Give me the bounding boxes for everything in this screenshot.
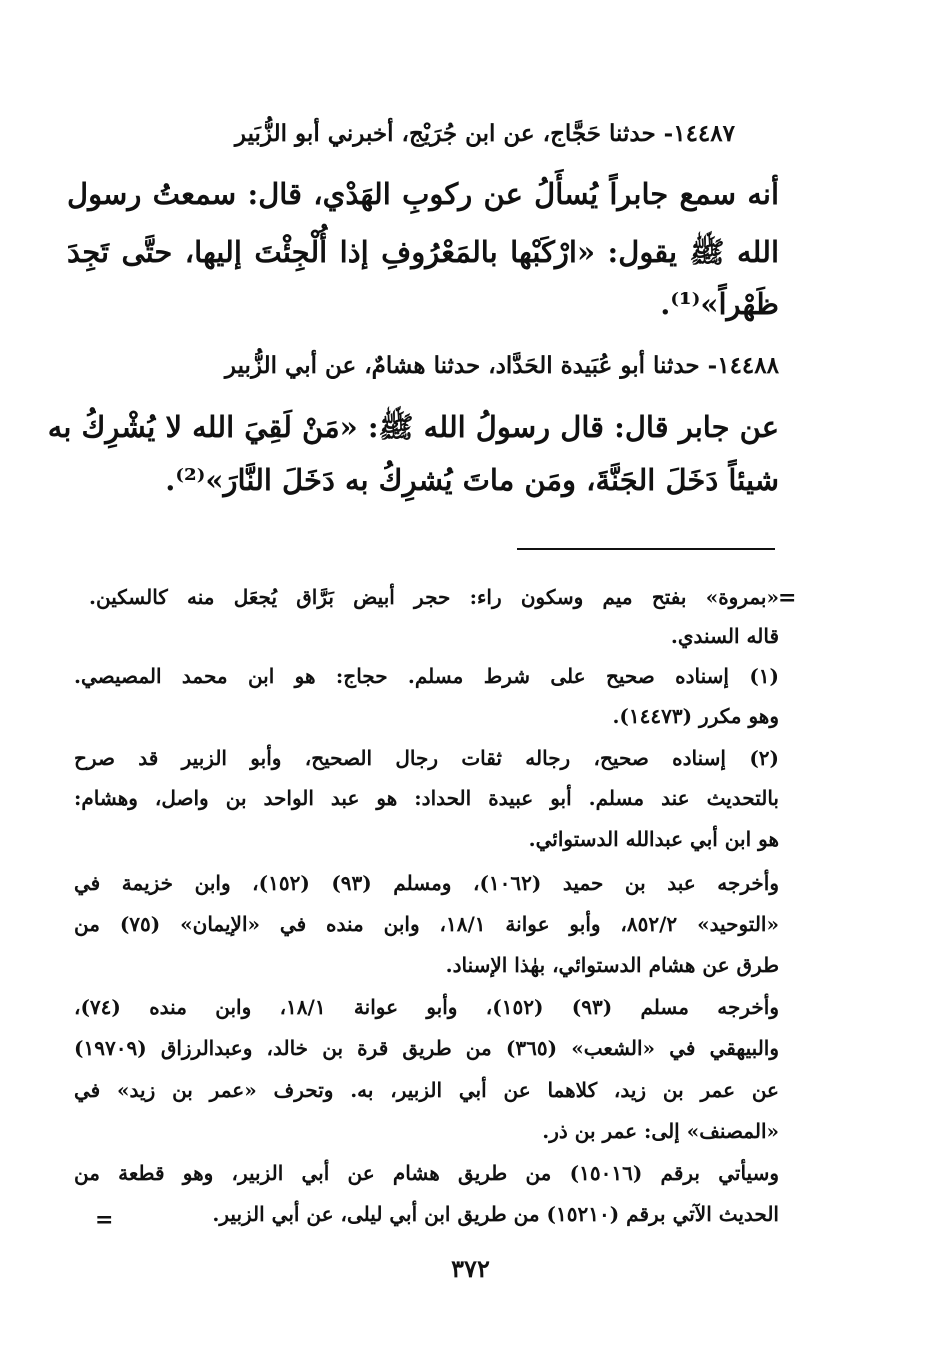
footnote-line: (١) إسناده صحيح على شرط مسلم. حجاج: هو ابن محمد المصيصي. bbox=[74, 664, 779, 688]
footnote-line: (٢) إسناده صحيح، رجاله ثقات رجال الصحيح، وأبو الزبير قد صرح bbox=[74, 746, 779, 770]
footnote-line: قاله السندي. bbox=[670, 624, 779, 648]
footnote-line: بالتحديث عند مسلم. أبو عبيدة الحداد: هو عبد الواحد بن واصل، وهشام: bbox=[74, 786, 779, 810]
footnote-line: وهو مكرر (١٤٤٧٣). bbox=[612, 704, 779, 728]
hadith-text-line: ظَهْراً»⁽¹⁾. bbox=[660, 287, 779, 321]
footnote-line: «التوحيد» ٨٥٢/٢، وأبو عوانة ١٨/١، وابن منده في «الإيمان» (٧٥) من bbox=[74, 912, 779, 936]
footnote-line: «المصنف» إلى: عمر بن ذر. bbox=[542, 1119, 779, 1143]
footnote-line: طرق عن هشام الدستوائي، بهٰذا الإسناد. bbox=[445, 953, 779, 977]
footnote-line: وسيأتي برقم (١٥٠١٦) من طريق هشام عن أبي الزبير، وهو قطعة من bbox=[74, 1161, 779, 1185]
footnote-line: هو ابن أبي عبدالله الدستوائي. bbox=[528, 827, 779, 851]
footnote-divider bbox=[517, 548, 775, 550]
footnote-line: وأخرجه عبد بن حميد (١٠٦٢)، ومسلم (٩٣) (١٥٢)، وابن خزيمة في bbox=[74, 871, 779, 895]
footnote-line: وأخرجه مسلم (٩٣) (١٥٢)، وأبو عوانة ١٨/١، وابن منده (٧٤)، bbox=[74, 995, 780, 1019]
hadith-heading: ١٤٤٨٧- حدثنا حَجَّاج، عن ابن جُرَيْج، أخبرني أبو الزُّبَير bbox=[234, 120, 735, 147]
hadith-text-line: الله ﷺ يقول: «ارْكَبْها بالمَعْرُوفِ إذا أُلْجِئْتَ إليها، حتَّى تَجِدَ bbox=[67, 235, 779, 269]
hadith-text-line: شيئاً دَخَلَ الجَنَّةَ، ومَن ماتَ يُشرِكُ به دَخَلَ النَّارَ»⁽²⁾. bbox=[165, 463, 779, 497]
page-number: ٣٧٢ bbox=[451, 1254, 490, 1283]
continuation-marker: = bbox=[778, 585, 797, 611]
hadith-heading: ١٤٤٨٨- حدثنا أبو عُبَيدة الحَدَّاد، حدثنا هشامٌ، عن أبي الزُّبير bbox=[224, 352, 779, 379]
continuation-marker: = bbox=[95, 1207, 114, 1233]
hadith-text-line: عن جابر قال: قال رسولُ الله ﷺ: «مَنْ لَقِيَ الله لا يُشْرِكُ به bbox=[47, 410, 779, 444]
hadith-text-line: أنه سمع جابراً يُسأَلُ عن ركوبِ الهَدْي، قال: سمعتُ رسول bbox=[67, 177, 779, 211]
footnote-line: عن عمر بن زيد، كلاهما عن أبي الزبير، به. وتحرف «عمر بن زيد» في bbox=[74, 1078, 779, 1102]
footnote-line: والبيهقي في «الشعب» (٣٦٥) من طريق قرة بن خالد، وعبدالرزاق (١٩٧٠٩) bbox=[74, 1036, 780, 1060]
footnote-line: «بمروة» بفتح ميم وسكون راء: حجر أبيض بَرَّاق يُجعَل منه كالسكين. bbox=[89, 585, 779, 609]
footnote-line: الحديث الآتي برقم (١٥٢١٠) من طريق ابن أبي ليلى، عن أبي الزبير. bbox=[212, 1202, 779, 1226]
